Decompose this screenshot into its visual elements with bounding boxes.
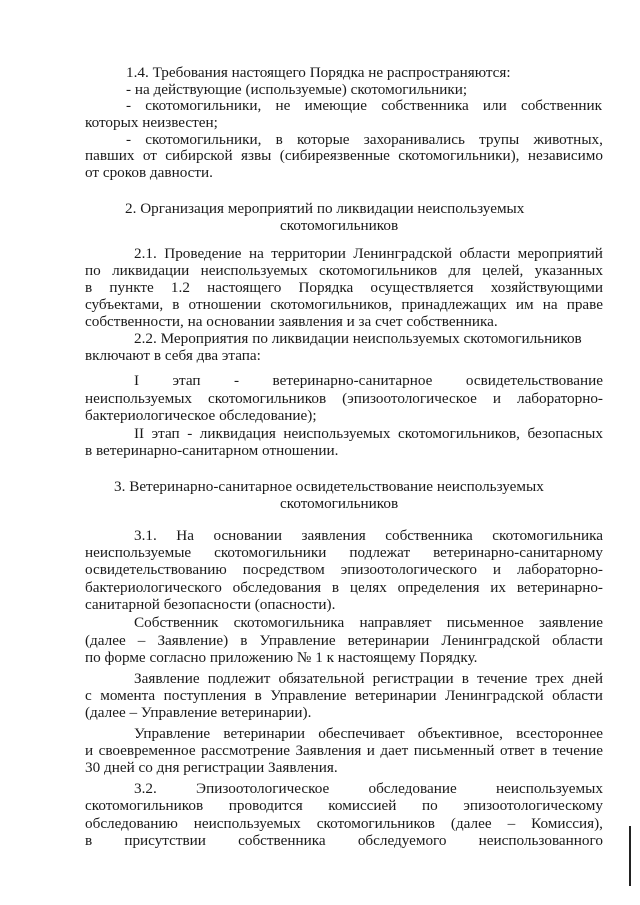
word: Собственник	[134, 614, 219, 631]
word: Порядка	[298, 279, 354, 296]
word: ветеринарно-санитарное	[272, 372, 433, 389]
s22-line-1: 2.2. Мероприятия по ликвидации неиспользуемых скотомогильников	[134, 330, 582, 347]
s21-line-1	[134, 245, 603, 262]
heading-3-line-1: 3. Ветеринарно-санитарное освидетельствование неиспользуемых	[114, 478, 544, 495]
word: скотомогильников	[319, 262, 438, 279]
word: скотомогильников	[316, 815, 435, 832]
word: язвы	[241, 147, 272, 164]
word: в	[461, 670, 469, 687]
word: скотомогильников	[207, 390, 327, 407]
word: –	[507, 815, 516, 832]
word: этап	[151, 425, 180, 442]
s14-line-5	[126, 131, 603, 148]
word: в	[85, 832, 93, 849]
word: которые	[296, 131, 350, 148]
s31-line-1	[134, 527, 603, 544]
word: скотомогильника	[492, 527, 603, 544]
word: подлежит	[207, 670, 271, 687]
word: посредством	[242, 561, 325, 578]
word: скотомогильники,	[145, 97, 262, 114]
word: -	[233, 372, 240, 389]
s22-line-3	[134, 372, 603, 389]
word: указанных	[534, 262, 603, 279]
word: лабораторно-	[516, 390, 603, 407]
word: в	[275, 131, 283, 148]
s31-line-2	[85, 544, 603, 561]
word: им	[515, 296, 534, 313]
word: I	[134, 372, 140, 389]
word: поступления	[163, 687, 247, 704]
s14-line-7: от сроков давности.	[85, 164, 213, 181]
word: освидетельствованию	[85, 561, 227, 578]
word: момента	[100, 687, 156, 704]
word: принадлежащих	[401, 296, 507, 313]
word: сибирской	[165, 147, 233, 164]
word: эпизоотологического	[340, 561, 477, 578]
word: по	[85, 262, 101, 279]
word: на	[248, 245, 264, 262]
word: праве	[566, 296, 603, 313]
word: обследованию	[85, 815, 178, 832]
word: Заявление	[134, 670, 200, 687]
word: ликвидации	[112, 262, 190, 279]
word: этап	[172, 372, 201, 389]
word: обследуемого	[357, 832, 447, 849]
s22-line-2: включают в себя два этапа:	[85, 347, 261, 364]
word: скотомогильников,	[397, 425, 520, 442]
word: своевременное	[98, 742, 196, 759]
word: проводится	[228, 797, 303, 814]
s22-line-7: в ветеринарно-санитарном отношении.	[85, 442, 339, 459]
s31-p4-line-2	[85, 742, 603, 759]
word: в	[539, 742, 548, 759]
word: Ленинградской	[441, 632, 541, 649]
s31-p3-line-2	[85, 687, 603, 704]
word: на	[542, 296, 558, 313]
word: ветеринарно-санитарному	[433, 544, 603, 561]
word: собственник	[520, 97, 602, 114]
word: животных,	[533, 131, 603, 148]
word: (далее	[85, 632, 126, 649]
word: 2.1.	[134, 245, 157, 262]
word: Ленинградской	[444, 687, 544, 704]
word: Заявление)	[157, 632, 229, 649]
word: скотомогильников	[85, 797, 204, 814]
word: ликвидация	[199, 425, 276, 442]
word: обязательной	[278, 670, 365, 687]
word: области	[552, 632, 603, 649]
s22-line-4	[85, 390, 603, 407]
word: –	[137, 632, 146, 649]
word: субъектами,	[85, 296, 164, 313]
word: неиспользуемые	[85, 544, 192, 561]
word: Управление	[270, 687, 347, 704]
word: области	[459, 245, 511, 262]
word: неиспользуемых	[495, 780, 603, 797]
word: (эпизоотологическое	[342, 390, 477, 407]
word: письменный	[413, 742, 495, 759]
word: трех	[535, 670, 565, 687]
word: всестороннее	[516, 725, 603, 742]
word: На	[176, 527, 194, 544]
word: области	[552, 687, 603, 704]
word: и	[492, 390, 501, 407]
word: скотомогильники),	[398, 147, 520, 164]
word: Эпизоотологическое	[196, 780, 330, 797]
word: дней	[572, 670, 603, 687]
s31-line-5: санитарной безопасности (опасности).	[85, 596, 336, 613]
word: настоящего	[207, 279, 282, 296]
scan-edge-mark	[629, 826, 631, 886]
word: в	[240, 632, 248, 649]
word: неиспользованного	[478, 832, 603, 849]
s32-line-2	[85, 797, 603, 814]
s14-line-6	[85, 147, 603, 164]
word: в	[172, 296, 180, 313]
word: -	[126, 131, 132, 148]
word: присутствии	[124, 832, 206, 849]
word: (далее	[450, 815, 492, 832]
word: обеспечивает	[318, 725, 405, 742]
word: и	[366, 742, 375, 759]
word: безопасных	[527, 425, 603, 442]
word: объективное,	[417, 725, 503, 742]
word: Комиссия),	[531, 815, 603, 832]
word: регистрации	[372, 670, 454, 687]
word: заявления	[301, 527, 366, 544]
word: основании	[213, 527, 282, 544]
word: по	[422, 797, 438, 814]
s14-line-3	[126, 97, 602, 114]
word: неиспользуемых	[200, 262, 308, 279]
s14-line-2: - на действующие (используемые) скотомогильники;	[126, 81, 468, 98]
heading-2-line-1: 2. Организация мероприятий по ликвидации неиспользуемых	[125, 200, 525, 217]
word: территории	[271, 245, 346, 262]
word: павших	[85, 147, 135, 164]
word: комиссией	[328, 797, 397, 814]
word: неиспользуемых	[283, 425, 391, 442]
word: 3.1.	[134, 527, 157, 544]
s14-line-1: 1.4. Требования настоящего Порядка не распространяются:	[126, 64, 511, 81]
word: целей,	[482, 262, 524, 279]
word: подлежат	[349, 544, 411, 561]
word: лабораторно-	[517, 561, 603, 578]
word: неиспользуемых	[193, 815, 301, 832]
word: не	[275, 97, 291, 114]
s22-line-5: бактериологическое обследование);	[85, 407, 317, 424]
word: с	[85, 687, 92, 704]
word: ветеринарии	[354, 687, 437, 704]
word: и	[85, 742, 94, 759]
word: осуществляется	[370, 279, 474, 296]
s32-line-1	[134, 780, 603, 797]
word: Ленинградской	[353, 245, 452, 262]
word: 1.2	[170, 279, 190, 296]
word: Заявления	[295, 742, 362, 759]
s31-line-3	[85, 561, 603, 578]
word: дает	[380, 742, 409, 759]
word: заявление	[538, 614, 603, 631]
word: ответ	[500, 742, 535, 759]
word: (сибиреязвенные	[279, 147, 390, 164]
word: неиспользуемых	[85, 390, 192, 407]
word: ветеринарии	[347, 632, 430, 649]
word: хозяйствующими	[490, 279, 603, 296]
word: рассмотрение	[201, 742, 290, 759]
heading-3-line-2: скотомогильников	[280, 495, 399, 512]
word: в	[331, 579, 340, 596]
s21-line-5: собственности, на основании заявления и за счет собственника.	[85, 313, 498, 330]
word: пункте	[109, 279, 154, 296]
word: скотомогильники,	[145, 131, 262, 148]
s21-line-4	[85, 296, 603, 313]
word: собственника	[385, 527, 473, 544]
word: скотомогильника	[233, 614, 345, 631]
s31-p2-line-1	[134, 614, 603, 631]
word: ветеринарно-	[516, 579, 603, 596]
s31-p2-line-2	[85, 632, 603, 649]
s31-p2-line-3: по форме согласно приложению № 1 к настоящему Порядку.	[85, 649, 478, 666]
word: их	[490, 579, 507, 596]
s31-line-4	[85, 579, 603, 596]
word: для	[448, 262, 471, 279]
s21-line-2	[85, 262, 603, 279]
word: скотомогильники	[214, 544, 327, 561]
word: и	[492, 561, 502, 578]
word: ветеринарии	[223, 725, 306, 742]
word: Управление	[259, 632, 336, 649]
word: от	[142, 147, 157, 164]
word: эпизоотологическому	[463, 797, 603, 814]
word: направляет	[359, 614, 432, 631]
word: трупы	[479, 131, 520, 148]
s14-line-4: которых неизвестен;	[85, 114, 218, 131]
s31-p3-line-3: (далее – Управление ветеринарии).	[85, 704, 312, 721]
s31-p3-line-1	[134, 670, 603, 687]
s31-p4-line-1	[134, 725, 603, 742]
word: Управление	[134, 725, 211, 742]
word: мероприятий	[517, 245, 603, 262]
word: в	[85, 279, 93, 296]
word: обследования	[232, 579, 322, 596]
s31-p4-line-3: 30 дней со дня регистрации Заявления.	[85, 759, 338, 776]
word: имеющие	[304, 97, 367, 114]
word: II	[134, 425, 145, 442]
word: обследование	[368, 780, 457, 797]
word: скотомогильников,	[270, 296, 393, 313]
word: течение	[552, 742, 603, 759]
word: собственника	[381, 97, 469, 114]
s32-line-3	[85, 815, 603, 832]
word: освидетельствование	[465, 372, 603, 389]
heading-2-line-2: скотомогильников	[280, 217, 399, 234]
word: -	[187, 425, 193, 442]
word: в	[254, 687, 262, 704]
word: отношении	[188, 296, 262, 313]
word: бактериологического	[85, 579, 222, 596]
word: Проведение	[164, 245, 242, 262]
word: письменное	[446, 614, 524, 631]
s32-line-4	[85, 832, 603, 849]
s21-line-3	[85, 279, 603, 296]
word: собственника	[238, 832, 326, 849]
word: 3.2.	[134, 780, 157, 797]
word: течение	[477, 670, 528, 687]
s22-line-6	[134, 425, 603, 442]
word: определения	[397, 579, 480, 596]
word: -	[126, 97, 132, 114]
word: независимо	[527, 147, 603, 164]
word: или	[482, 97, 507, 114]
word: целях	[349, 579, 387, 596]
word: захоранивались	[363, 131, 465, 148]
